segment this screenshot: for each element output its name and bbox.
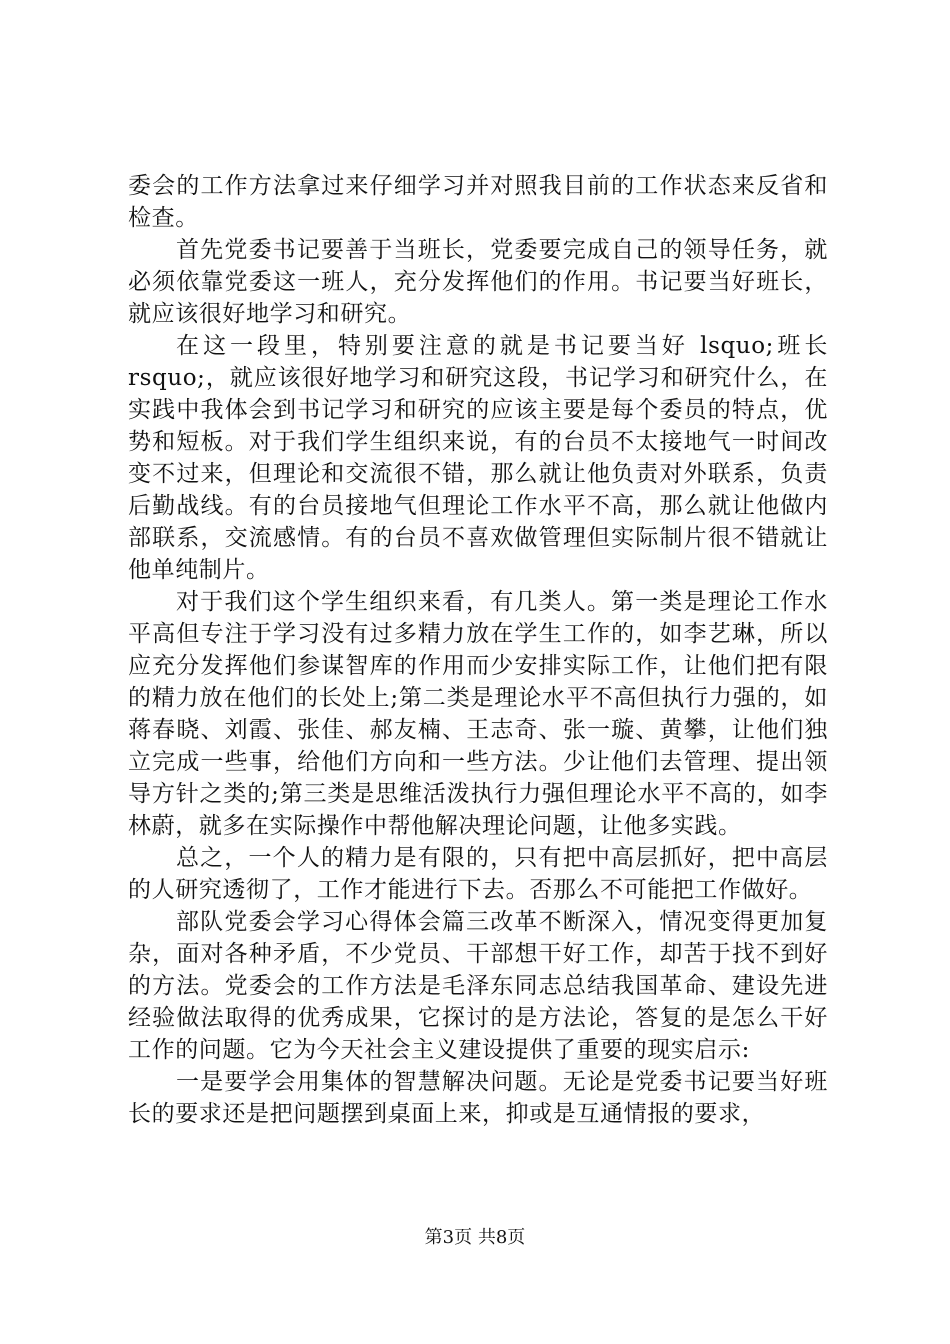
paragraph-collective-wisdom: 一是要学会用集体的智慧解决问题。无论是党委书记要当好班长的要求还是把问题摆到桌面上来，抑或是互通情报的要求， [128, 1069, 828, 1127]
paragraph-summary: 总之，一个人的精力是有限的，只有把中高层抓好，把中高层的人研究透彻了，工作才能进行下去。否那么不可能把工作做好。 [128, 845, 828, 903]
paragraph-secretary-as-monitor: 首先党委书记要善于当班长，党委要完成自己的领导任务，就必须依靠党委这一班人，充分发挥他们的作用。书记要当好班长，就应该很好地学习和研究。 [128, 237, 828, 327]
paragraph-study-committee-members: 在这一段里，特别要注意的就是书记要当好 lsquo;班长 rsquo;，就应该很好地学习和研究这段，书记学习和研究什么，在实践中我体会到书记学习和研究的应该主要是每个委员的特点，优势和短板。对于我们学生组织来说，有的台员不太接地气一时间改变不过来，但理论和交流很不错，那么就让他负责对外联系，负责后勤战线。有的台员接地气但理论工作水平不高，那么就让他做内部联系，交流感情。有的台员不喜欢做管理但实际制片很不错就让他单纯制片。 [128, 333, 828, 583]
paragraph-article-three-intro: 部队党委会学习心得体会篇三改革不断深入，情况变得更加复杂，面对各种矛盾，不少党员、干部想干好工作，却苦于找不到好的方法。党委会的工作方法是毛泽东同志总结我国革命、建设先进经验做法取得的优秀成果，它探讨的是方法论，答复的是怎么干好工作的问题。它为今天社会主义建设提供了重要的现实启示: [128, 909, 828, 1063]
document-body [128, 170, 828, 1130]
paragraph-student-organization-types: 对于我们这个学生组织来看，有几类人。第一类是理论工作水平高但专注于学习没有过多精力放在学生工作的，如李艺琳，所以应充分发挥他们参谋智库的作用而少安排实际工作，让他们把有限的精力放在他们的长处上;第二类是理论水平不高但执行力强的，如蒋春晓、刘霞、张佳、郝友楠、王志奇、张一璇、黄攀，让他们独立完成一些事，给他们方向和一些方法。少让他们去管理、提出领导方针之类的;第三类是思维活泼执行力强但理论水平不高的，如李林蔚，就多在实际操作中帮他解决理论问题，让他多实践。 [128, 589, 828, 839]
page-number: 第3页 共8页 [424, 1227, 526, 1248]
paragraph-continuation: 委会的工作方法拿过来仔细学习并对照我目前的工作状态来反省和检查。 [128, 173, 828, 231]
